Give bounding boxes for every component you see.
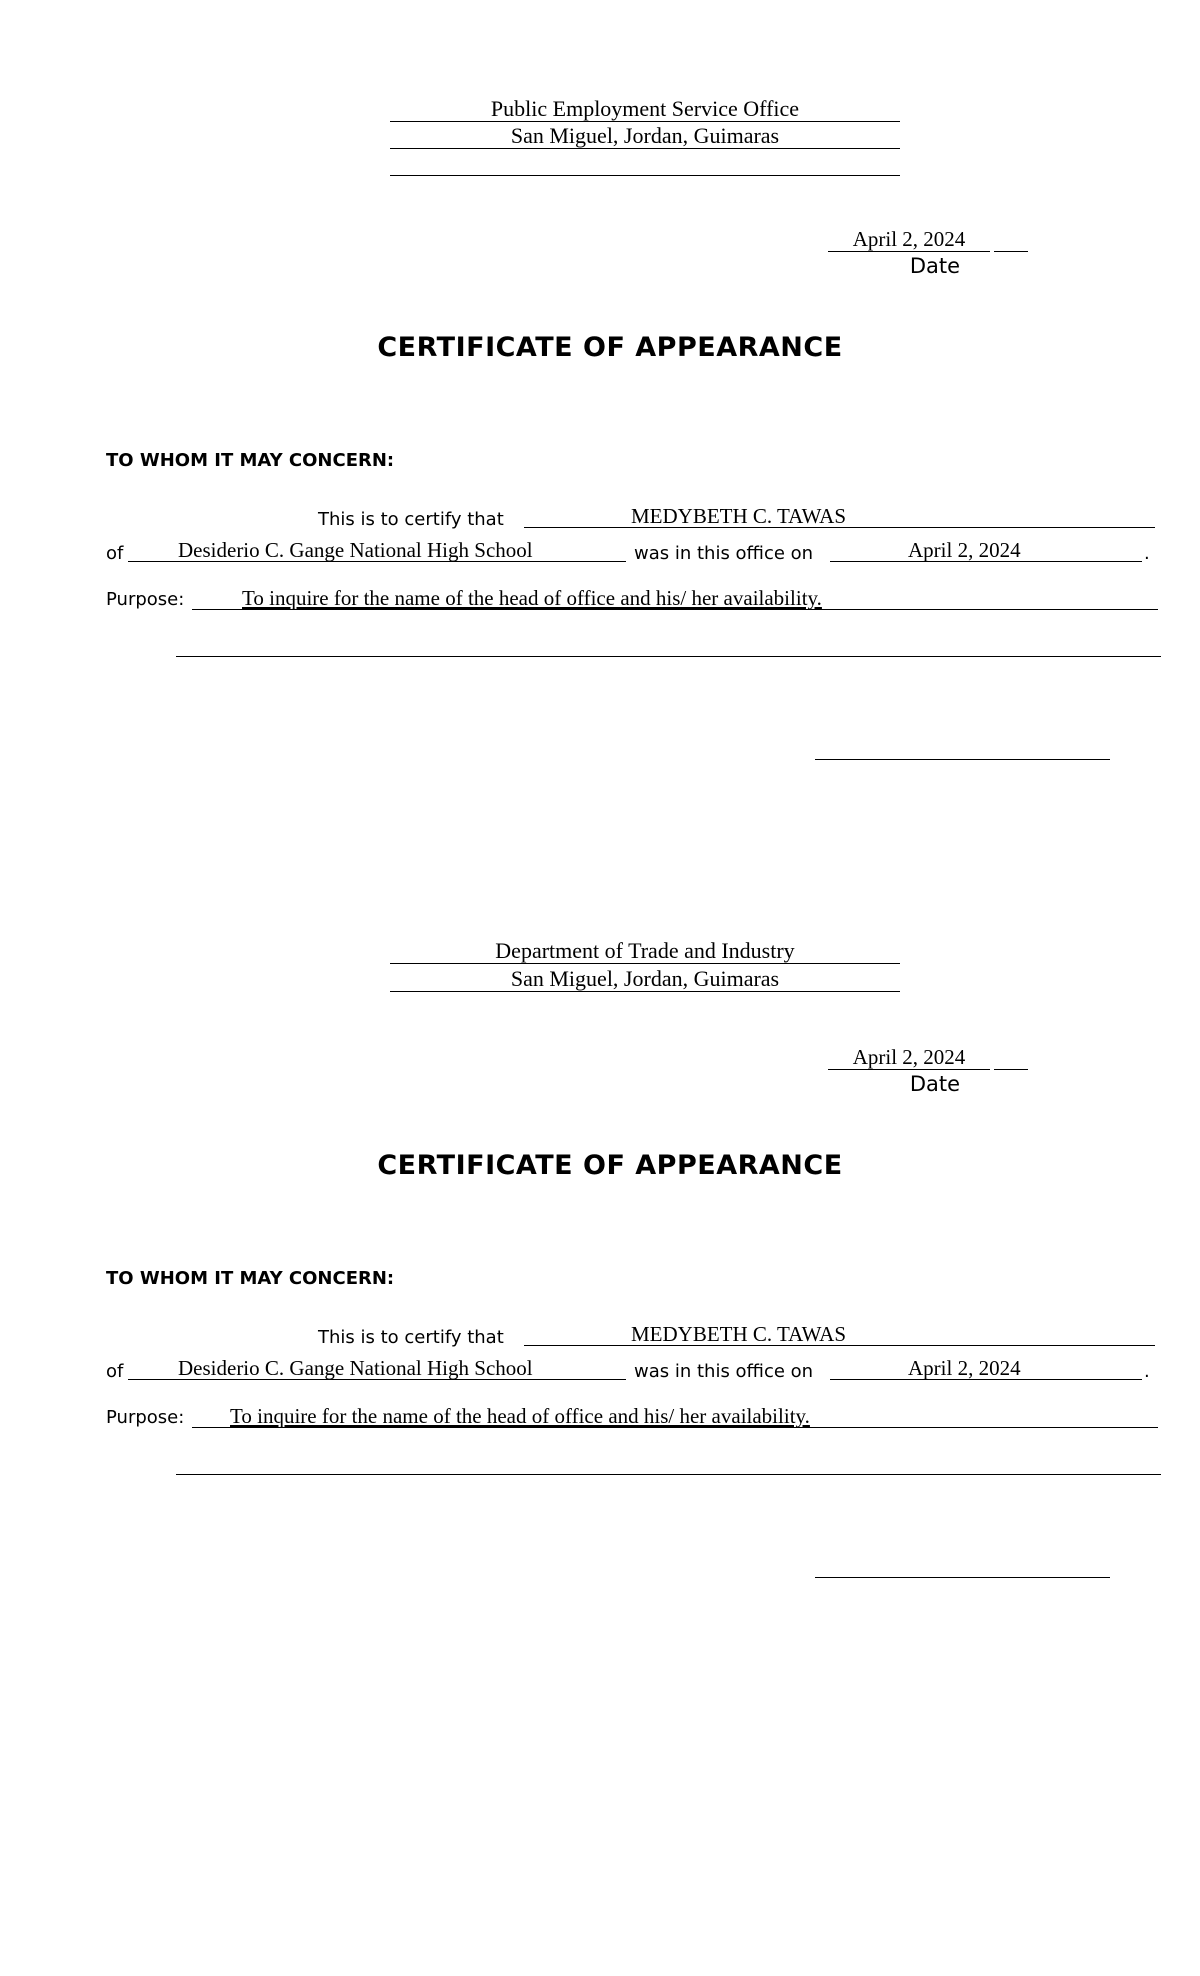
visit-date-value: April 2, 2024 [908, 539, 1021, 562]
purpose-field [192, 1405, 1158, 1428]
visit-date-value: April 2, 2024 [908, 1357, 1021, 1380]
school-value: Desiderio C. Gange National High School [178, 1357, 533, 1380]
purpose-value: To inquire for the name of the head of office and his/ her availability. [230, 1405, 810, 1428]
salutation: TO WHOM IT MAY CONCERN: [106, 450, 395, 471]
date-value: April 2, 2024 [828, 227, 990, 252]
certify-label: This is to certify that [318, 509, 504, 530]
visit-date-field [830, 539, 1142, 562]
date-value: April 2, 2024 [828, 1045, 990, 1070]
was-in-office-label: was in this office on [634, 1361, 814, 1382]
certify-label: This is to certify that [318, 1327, 504, 1348]
name-field [524, 1323, 1155, 1346]
of-label: of [106, 1361, 124, 1382]
visit-date-field [830, 1357, 1142, 1380]
date-underline-tail [994, 227, 1028, 252]
school-field [128, 539, 626, 562]
purpose-continuation-line [176, 655, 1161, 657]
salutation: TO WHOM IT MAY CONCERN: [106, 1268, 395, 1289]
certificate-1 [0, 0, 1200, 820]
certificate-title: CERTIFICATE OF APPEARANCE [377, 332, 843, 363]
purpose-label: Purpose: [106, 1407, 185, 1428]
office-name-line: Public Employment Service Office [390, 97, 900, 122]
purpose-label: Purpose: [106, 589, 185, 610]
purpose-field [192, 587, 1158, 610]
purpose-continuation-line [176, 1473, 1161, 1475]
name-field [524, 505, 1155, 528]
name-value: MEDYBETH C. TAWAS [631, 1323, 847, 1346]
school-field [128, 1357, 626, 1380]
period: . [1144, 1361, 1150, 1382]
was-in-office-label: was in this office on [634, 543, 814, 564]
date-label: Date [909, 254, 961, 278]
school-value: Desiderio C. Gange National High School [178, 539, 533, 562]
date-label: Date [909, 1072, 961, 1096]
office-name-line: Department of Trade and Industry [390, 939, 900, 964]
name-value: MEDYBETH C. TAWAS [631, 505, 847, 528]
office-address-line: San Miguel, Jordan, Guimaras [390, 124, 900, 149]
office-address-line: San Miguel, Jordan, Guimaras [390, 967, 900, 992]
date-underline-tail [994, 1045, 1028, 1070]
of-label: of [106, 543, 124, 564]
signature-line [815, 1576, 1110, 1578]
period: . [1144, 543, 1150, 564]
certificate-title: CERTIFICATE OF APPEARANCE [377, 1150, 843, 1181]
signature-line [815, 758, 1110, 760]
office-blank-line [390, 151, 900, 176]
purpose-value: To inquire for the name of the head of office and his/ her availability. [242, 587, 822, 610]
certificate-2 [0, 820, 1200, 1640]
